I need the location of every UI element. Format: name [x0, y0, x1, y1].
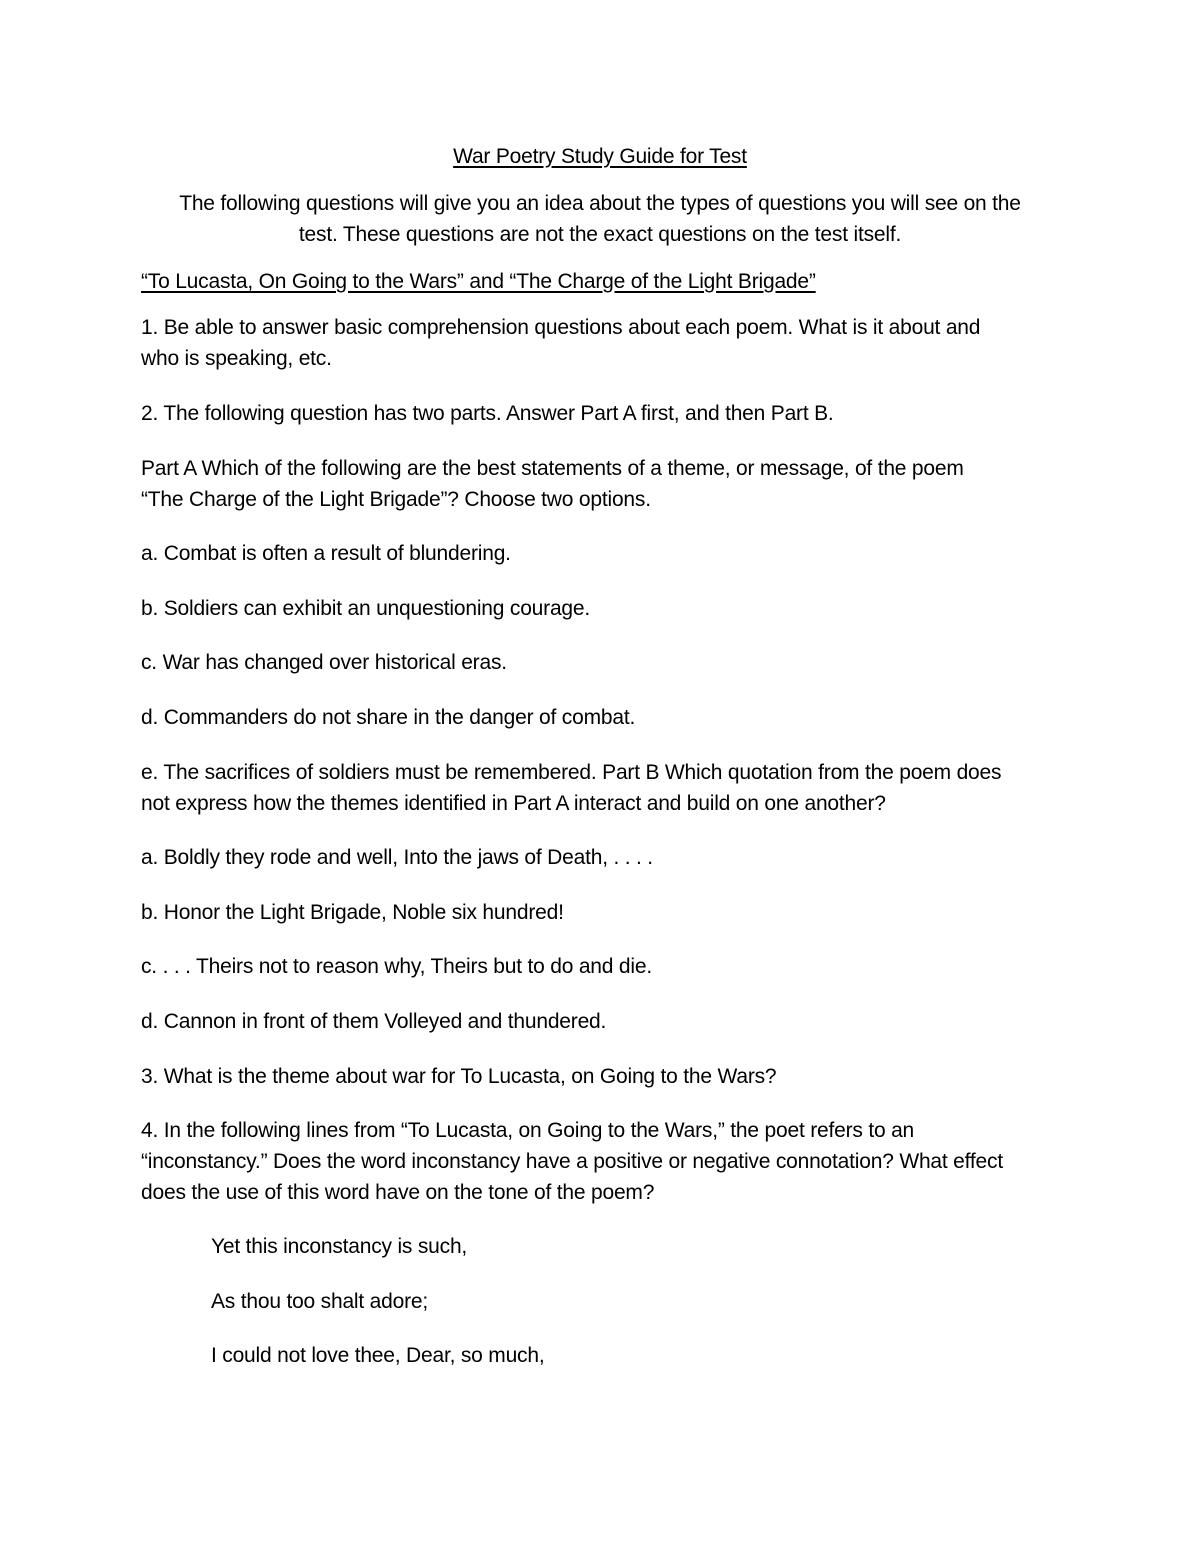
intro-line-2: test. These questions are not the exact questions on the test itself. — [298, 223, 902, 246]
part-a-line-1: Part A Which of the following are the best statements of a theme, or message, of the poem — [141, 457, 964, 480]
part-a-option-e-line-1: e. The sacrifices of soldiers must be remembered. Part B Which quotation from the poem does — [141, 761, 1002, 784]
section-heading: “To Lucasta, On Going to the Wars” and “The Charge of the Light Brigade” — [141, 270, 816, 293]
poem-line-1: Yet this inconstancy is such, — [211, 1235, 468, 1258]
question-4-line-3: does the use of this word have on the tone of the poem? — [141, 1181, 655, 1204]
part-a-option-d: d. Commanders do not share in the danger of combat. — [141, 706, 636, 729]
part-a-option-a: a. Combat is often a result of blundering. — [141, 542, 511, 565]
question-1-line-2: who is speaking, etc. — [141, 347, 332, 370]
question-3: 3. What is the theme about war for To Lucasta, on Going to the Wars? — [141, 1065, 777, 1088]
poem-line-2: As thou too shalt adore; — [211, 1290, 429, 1313]
intro-line-1: The following questions will give you an idea about the types of questions you will see on the — [179, 192, 1021, 215]
poem-line-3: I could not love thee, Dear, so much, — [211, 1344, 545, 1367]
part-b-option-d: d. Cannon in front of them Volleyed and thundered. — [141, 1010, 607, 1033]
part-a-option-c: c. War has changed over historical eras. — [141, 651, 507, 674]
part-a-line-2: “The Charge of the Light Brigade”? Choose two options. — [141, 488, 651, 511]
part-a-option-b: b. Soldiers can exhibit an unquestioning courage. — [141, 597, 591, 620]
question-1-line-1: 1. Be able to answer basic comprehension questions about each poem. What is it about and — [141, 316, 981, 339]
question-2: 2. The following question has two parts. Answer Part A first, and then Part B. — [141, 402, 834, 425]
part-b-option-a: a. Boldly they rode and well, Into the jaws of Death, . . . . — [141, 846, 653, 869]
question-4-line-2: “inconstancy.” Does the word inconstancy have a positive or negative connotation? What effect — [141, 1150, 1003, 1173]
part-a-option-e-line-2: not express how the themes identified in Part A interact and build on one another? — [141, 792, 886, 815]
part-b-option-c: c. . . . Theirs not to reason why, Theirs but to do and die. — [141, 955, 652, 978]
part-b-option-b: b. Honor the Light Brigade, Noble six hundred! — [141, 901, 564, 924]
question-4-line-1: 4. In the following lines from “To Lucasta, on Going to the Wars,” the poet refers to an — [141, 1119, 915, 1142]
page-title: War Poetry Study Guide for Test — [453, 145, 747, 168]
